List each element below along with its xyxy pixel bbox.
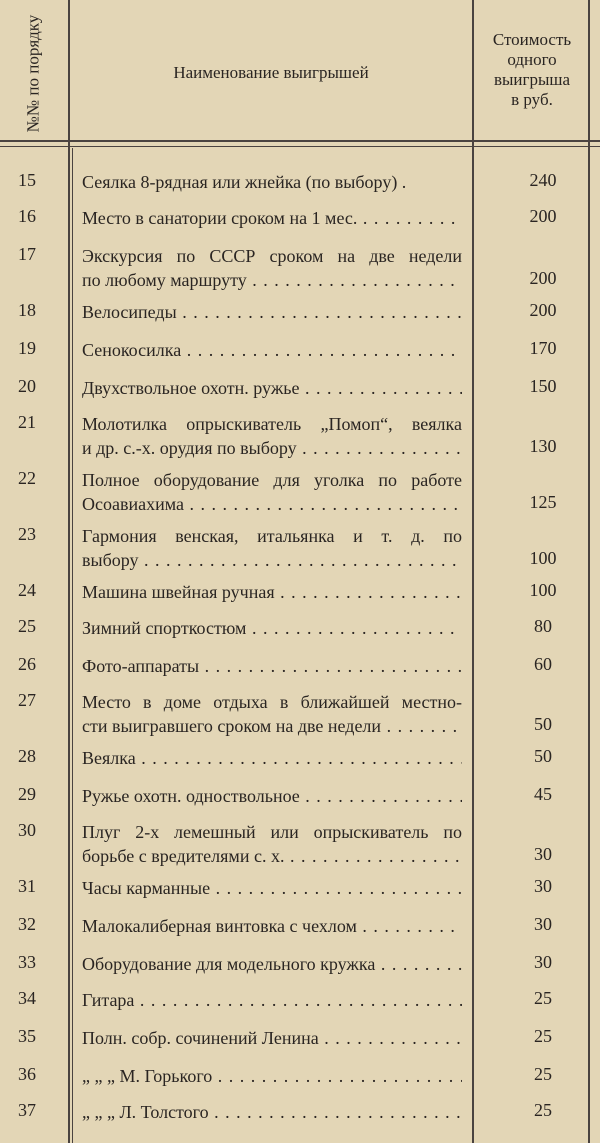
row-prize-name-line: Машина швейная ручная . . .	[82, 580, 462, 604]
row-prize-name-line: Ружье охотн. одноствольное . . .	[82, 784, 462, 808]
row-prize-name-line: Полное оборудование для уголка по работе	[82, 470, 462, 490]
header-cost-cell	[476, 30, 588, 110]
row-prize-name	[82, 206, 462, 230]
row-value: 50	[534, 714, 552, 734]
row-prize-name	[82, 616, 462, 640]
row-prize-name-line: Полн. собр. сочинений Ленина . . .	[82, 1026, 462, 1050]
row-number: 31	[18, 876, 36, 896]
row-number: 36	[18, 1064, 36, 1084]
row-prize-name	[82, 524, 462, 572]
row-value: 25	[534, 1026, 552, 1046]
row-number: 34	[18, 988, 36, 1008]
row-value: 25	[534, 1100, 552, 1120]
row-prize-name-line: сти выигравшего сроком на две недели . . .	[82, 714, 462, 738]
row-number: 15	[18, 170, 36, 190]
header-number-label: №№ по порядку	[23, 14, 43, 132]
row-number: 30	[18, 820, 36, 840]
row-prize-name-line: Экскурсия по СССР сроком на две недели	[82, 246, 462, 266]
row-prize-name-line: Место в санатории сроком на 1 мес. . . .	[82, 206, 462, 230]
row-number: 26	[18, 654, 36, 674]
row-value: 30	[534, 914, 552, 934]
row-number: 32	[18, 914, 36, 934]
row-prize-name-line: Плуг 2-х лемешный или опрыскиватель по	[82, 822, 462, 842]
rule-left-col	[68, 0, 70, 1143]
header-cost-line: выигрыша	[493, 70, 571, 89]
row-prize-name-line: „ „ „ М. Горького . . .	[82, 1064, 462, 1088]
row-value: 170	[529, 338, 557, 358]
header-name-label: Наименование выигрышей	[173, 63, 369, 82]
row-prize-name-line: по любому маршруту . . .	[82, 268, 462, 292]
rule-name-right	[472, 0, 474, 1143]
row-prize-name	[82, 468, 462, 516]
row-prize-name-line: Двухствольное охотн. ружье . . .	[82, 376, 462, 400]
row-prize-name	[82, 376, 462, 400]
row-number: 21	[18, 412, 36, 432]
row-number: 23	[18, 524, 36, 544]
rule-cost-right	[588, 0, 590, 1143]
row-prize-name	[82, 170, 462, 194]
row-prize-name-line: Молотилка опрыскиватель „Помоп“, веялка	[82, 414, 462, 434]
row-value: 25	[534, 988, 552, 1008]
row-number: 20	[18, 376, 36, 396]
row-prize-name-line: Зимний спорткостюм . . .	[82, 616, 462, 640]
header-cost-line: Стоимость	[492, 30, 572, 49]
row-prize-name-line: Фото-аппараты . . .	[82, 654, 462, 678]
row-number: 18	[18, 300, 36, 320]
row-value: 200	[529, 206, 557, 226]
row-prize-name	[82, 988, 462, 1012]
row-prize-name-line: Гармония венская, итальянка и т. д. по	[82, 526, 462, 546]
row-number: 24	[18, 580, 36, 600]
row-number: 25	[18, 616, 36, 636]
row-prize-name	[82, 876, 462, 900]
row-value: 200	[529, 300, 557, 320]
row-number: 17	[18, 244, 36, 264]
row-prize-name	[82, 412, 462, 460]
row-value: 100	[529, 580, 557, 600]
row-prize-name-line: „ „ „ Л. Толстого . . .	[82, 1100, 462, 1124]
header-number-cell	[0, 8, 66, 138]
row-value: 200	[529, 268, 557, 288]
row-prize-name	[82, 1026, 462, 1050]
row-prize-name	[82, 338, 462, 362]
row-prize-name	[82, 580, 462, 604]
header-rule	[0, 140, 600, 142]
row-value: 130	[529, 436, 557, 456]
row-prize-name	[82, 952, 462, 976]
row-value: 50	[534, 746, 552, 766]
header-cost-line: одного	[507, 50, 557, 69]
row-value: 25	[534, 1064, 552, 1084]
row-value: 80	[534, 616, 552, 636]
row-prize-name-line: Место в доме отдыха в ближайшей местно-	[82, 692, 462, 712]
row-prize-name-line: Осоавиахима . . .	[82, 492, 462, 516]
row-value: 30	[534, 844, 552, 864]
row-number: 37	[18, 1100, 36, 1120]
row-prize-name-line: Гитара . . .	[82, 988, 462, 1012]
row-prize-name-line: Сенокосилка . . .	[82, 338, 462, 362]
row-prize-name-line: борьбе с вредителями с. х. . . .	[82, 844, 462, 868]
row-prize-name	[82, 820, 462, 868]
row-prize-name-line: Веялка . . .	[82, 746, 462, 770]
row-prize-name	[82, 784, 462, 808]
row-prize-name	[82, 300, 462, 324]
row-number: 27	[18, 690, 36, 710]
row-prize-name-line: Велосипеды . . .	[82, 300, 462, 324]
row-prize-name	[82, 654, 462, 678]
row-number: 29	[18, 784, 36, 804]
row-prize-name	[82, 1064, 462, 1088]
header-name-cell	[70, 8, 472, 138]
row-value: 30	[534, 952, 552, 972]
row-prize-name-line: Часы карманные . . .	[82, 876, 462, 900]
row-number: 35	[18, 1026, 36, 1046]
row-value: 30	[534, 876, 552, 896]
rule-left-col-inner	[72, 148, 73, 1143]
row-prize-name-line: Малокалиберная винтовка с чехлом . . .	[82, 914, 462, 938]
row-prize-name	[82, 244, 462, 292]
header-rule-thin	[0, 146, 600, 147]
row-value: 240	[529, 170, 557, 190]
row-prize-name-line: Оборудование для модельного кружка . . .	[82, 952, 462, 976]
row-prize-name	[82, 914, 462, 938]
row-number: 33	[18, 952, 36, 972]
row-prize-name-line: выбору . . .	[82, 548, 462, 572]
row-number: 19	[18, 338, 36, 358]
row-number: 22	[18, 468, 36, 488]
row-value: 150	[529, 376, 557, 396]
row-prize-name	[82, 746, 462, 770]
row-value: 100	[529, 548, 557, 568]
row-prize-name	[82, 690, 462, 738]
row-prize-name-line: и др. с.-х. орудия по выбору . . .	[82, 436, 462, 460]
row-prize-name	[82, 1100, 462, 1124]
row-prize-name-line: Сеялка 8-рядная или жнейка (по выбору) .	[82, 172, 407, 192]
row-number: 28	[18, 746, 36, 766]
row-number: 16	[18, 206, 36, 226]
row-value: 60	[534, 654, 552, 674]
row-value: 45	[534, 784, 552, 804]
row-value: 125	[529, 492, 557, 512]
header-cost-line: в руб.	[511, 90, 553, 109]
